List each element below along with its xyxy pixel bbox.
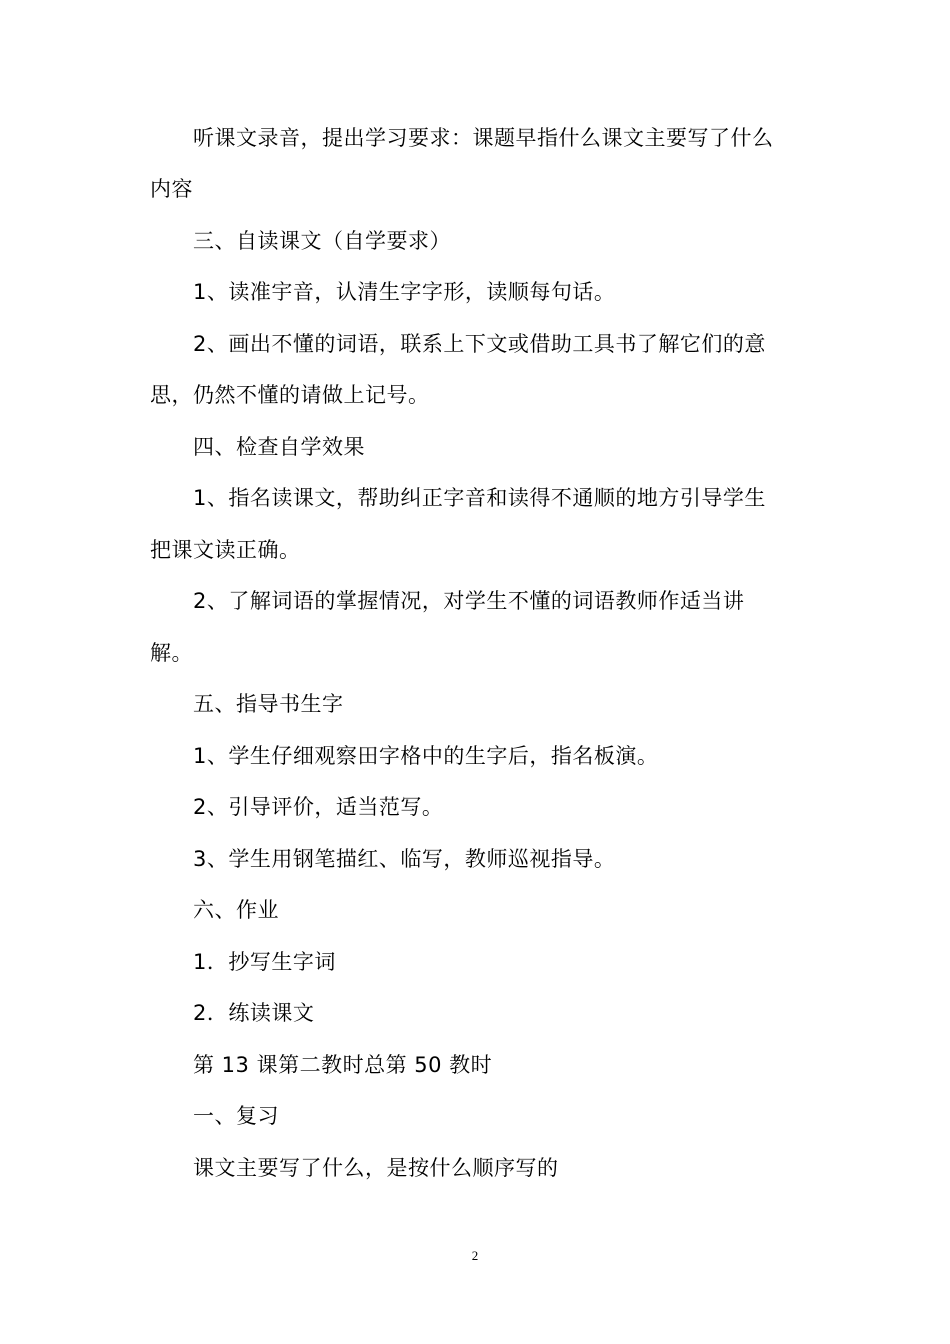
paragraph-line: 把课文读正确。 — [150, 538, 301, 562]
list-item: 2．练读课文 — [193, 1001, 315, 1025]
list-item: 2、了解词语的掌握情况，对学生不懂的词语教师作适当讲 — [193, 589, 745, 613]
section-heading: 四、检查自学效果 — [193, 435, 365, 459]
section-heading: 三、自读课文（自学要求） — [193, 229, 451, 253]
list-item: 1、指名读课文，帮助纠正字音和读得不通顺的地方引导学生 — [193, 486, 766, 510]
list-item: 2、画出不懂的词语，联系上下文或借助工具书了解它们的意 — [193, 332, 766, 356]
list-item: 2、引导评价，适当范写。 — [193, 795, 444, 819]
list-item: 1．抄写生字词 — [193, 950, 336, 974]
section-heading: 一、复习 — [193, 1104, 279, 1128]
list-item: 3、学生用钢笔描红、临写，教师巡视指导。 — [193, 847, 616, 871]
paragraph-line: 课文主要写了什么，是按什么顺序写的 — [193, 1156, 559, 1180]
paragraph-line: 内容 — [150, 177, 193, 201]
list-item: 1、学生仔细观察田字格中的生字后，指名板演。 — [193, 744, 659, 768]
section-heading: 六、作业 — [193, 898, 279, 922]
paragraph-line: 听课文录音，提出学习要求：课题早指什么课文主要写了什么 — [193, 126, 774, 150]
lesson-heading: 第 13 课第二教时总第 50 教时 — [193, 1053, 493, 1077]
paragraph-line: 解。 — [150, 641, 193, 665]
paragraph-line: 思，仍然不懂的请做上记号。 — [150, 383, 430, 407]
list-item: 1、读准宇音，认清生字字形，读顺每句话。 — [193, 280, 616, 304]
page-number: 2 — [471, 1248, 479, 1263]
section-heading: 五、指导书生字 — [193, 692, 344, 716]
